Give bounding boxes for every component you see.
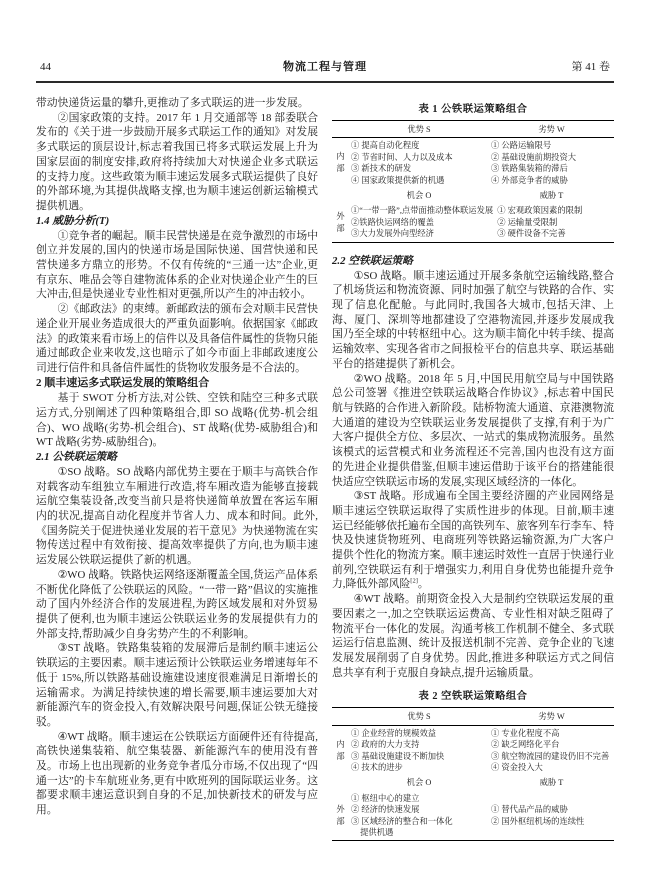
table-2-threat-header: 威胁 T xyxy=(539,778,564,788)
table-2-caption: 表 2 空铁联运策略组合 xyxy=(418,691,528,703)
table-item: ③大力发展外向型经济 xyxy=(351,229,434,239)
table-item: ② 经济的快速发展 xyxy=(351,805,420,815)
table-item: ③ 铁路集装箱的滞后 xyxy=(491,164,568,174)
table-1-strength-list xyxy=(349,140,489,186)
paragraph-air-rail-wt: ④WT 战略。前期资金投入大是制约空铁联运发展的重要因素之一,加之空铁联运运费高、专业性相对缺乏阻碍了物流平台一体化的发展。沟通考核工作机制不健全、多式联运运行信息监测、统计及报送机制不完善、竞争企业的飞速发展发展削弱了自身优势。因此,推进多种联运方式之间信息共享有利于克服自身缺点,提升运输质量。 xyxy=(332,593,614,679)
table-item: ② 节省时间、人力以及成本 xyxy=(351,152,453,162)
table-item: ① 宏观政策因素的限制 xyxy=(497,206,583,216)
table-item: ④ 技术的进步 xyxy=(351,762,403,772)
paragraph-road-rail-so: ①SO 战略。SO 战略内部优势主要在于顺丰与高铁合作对载客动车组独立车厢进行改造,将车厢改造为能够直接载运航空集装设备,改变当前只是将快递简单放置在客运车厢内的状况,提高自动化程度并节省人力、成本和时间。此外,《国务院关于促进快递业发展的若干意见》为快递物流在实物传送过程中有效衔接、提高效率提供了方向,也为顺丰速运发展公铁联运提供了新的机遇。 xyxy=(36,465,318,567)
volume-label: 第 41 卷 xyxy=(571,61,610,73)
table-2-strength-list xyxy=(349,728,489,774)
table-item: ③ 区域经济的整合和一体化 xyxy=(351,816,453,826)
table-1-opportunity-header: 机会 O xyxy=(406,191,432,201)
table-2-weakness-header: 劣势 W xyxy=(538,711,565,721)
table-1-header-row xyxy=(332,121,614,138)
paragraph-competitors: ①竞争者的崛起。顺丰民营快递是在竞争激烈的市场中创立并发展的,国内的快递市场是国际快递、国营快递和民营快递多方鼎立的形势。不仅有传统的“三通一达”企业,更有京东、唯品会等自建物流体系的企业对快递企业产生的巨大冲击,但是快递业专业性相对更强,所以产生的冲击较小。 xyxy=(36,229,318,301)
table-item: ①“一带一路”,点带面推动整体联运发展 xyxy=(351,206,494,216)
heading-1-4-threat-analysis: 1.4 威胁分析(T) xyxy=(36,214,110,227)
table-item: ③ 新技术的研发 xyxy=(351,164,412,174)
table-2-threat-list xyxy=(489,793,614,839)
table-item: ① 专业化程度不高 xyxy=(491,728,560,738)
citation-marker: [2] xyxy=(410,577,418,585)
left-column xyxy=(36,96,318,847)
table-1-external-section xyxy=(332,203,614,241)
table-item: ① 企业经营的规模效益 xyxy=(351,728,437,738)
heading-2-1-road-rail-strategy: 2.1 公铁联运策略 xyxy=(36,450,117,463)
table-item: ④ 外部竞争者的威胁 xyxy=(491,175,568,185)
table-1-strength-header: 优势 S xyxy=(407,124,431,134)
table-item: ③ 硬件设备不完善 xyxy=(497,229,566,239)
table-item: ④ 资金投入大 xyxy=(491,762,543,772)
table-item: ② 运输量受限制 xyxy=(497,217,558,227)
heading-2-strategy-combination: 2 顺丰速运多式联运发展的策略组合 xyxy=(36,376,210,389)
table-item: ① 替代品产品的威胁 xyxy=(491,805,568,815)
table-item-continuation: 提供机遇 xyxy=(360,828,394,837)
table-1-internal-section xyxy=(332,138,614,188)
table-1-internal-label: 内部 xyxy=(336,152,345,174)
table-2-air-rail-swot xyxy=(332,707,614,841)
table-2-empty-cell xyxy=(332,775,349,790)
paragraph-road-rail-wo: ②WO 战略。铁路快运网络逐渐覆盖全国,货运产品体系不断优化降低了公铁联运的风险。“一带一路”倡议的实施推动了国内外经济合作的发展进程,为跨区域发展和对外贸易提供了便利,也为顺丰速运公铁联运业务的发展提供有力的外部支持,帮助减少自身劣势产生的不利影响。 xyxy=(36,568,318,640)
paragraph-national-policy: ②国家政策的支持。2017 年 1 月交通部等 18 部委联合发布的《关于进一步鼓励开展多式联运工作的通知》对发展多式联运的顶层设计,标志着我国已将多式联运发展上升为国家层面的制度安排,政府将持续加大对快递企业多式联运的支持力度。这些政策为顺丰速运发展多式联运提供了良好的外部环境,为其提供战略支撑,也为顺丰速运创新运输模式提供机遇。 xyxy=(36,111,318,212)
table-1-external-label: 外部 xyxy=(336,211,345,233)
table-item: ① 公路运输限号 xyxy=(491,141,552,151)
paragraph-road-rail-st: ③ST 战略。铁路集装箱的发展滞后是制约顺丰速运公铁联运的主要因素。顺丰速运预计公铁联运业务增速每年不低于 15%,所以铁路基础设施建设速度很难满足日渐增长的运输需求。为满足持续快速的增长需要,顺丰速运要加大对新能源汽车的资金投入,有效解决限号问题,保证公铁无缝接驳。 xyxy=(36,642,318,728)
table-2-weakness-list xyxy=(489,728,614,774)
journal-title: 物流工程与管理 xyxy=(283,61,367,73)
table-item: ② 基础设施前期投资大 xyxy=(491,152,577,162)
table-item: ③ 航空物流园的建设仍旧不完善 xyxy=(491,751,610,761)
right-column xyxy=(332,96,614,847)
table-2-corner-cell xyxy=(332,708,349,724)
table-2-strength-header: 优势 S xyxy=(407,711,431,721)
table-2-external-section xyxy=(332,791,614,841)
table-1-weakness-header: 劣势 W xyxy=(538,124,565,134)
two-column-body xyxy=(36,96,614,847)
table-item: ③ 基础设施建设不断加快 xyxy=(351,751,445,761)
table-1-road-rail-swot xyxy=(332,120,614,243)
table-item: ②铁路快运网络的覆盖 xyxy=(351,217,434,227)
table-1-threat-list xyxy=(495,205,614,239)
paragraph-swot-intro: 基于 SWOT 分析方法,对公铁、空铁和陆空三种多式联运方式,分别阐述了四种策略组合,即 SO 战略(优势-机会组合)、WO 战略(劣势-机会组合)、ST 战略(优势-威胁组合)和 WT 战略(劣势-威胁组合)。 xyxy=(36,392,318,449)
table-1-ot-header-row xyxy=(332,188,614,203)
table-2-external-label: 外部 xyxy=(336,804,345,826)
table-2-header-row xyxy=(332,708,614,725)
paragraph-continuation: 带动快递货运量的攀升,更推动了多式联运的进一步发展。 xyxy=(36,97,309,109)
table-2-ot-header-row xyxy=(332,775,614,790)
table-2-internal-section xyxy=(332,726,614,776)
heading-2-2-air-rail-strategy: 2.2 空铁联运策略 xyxy=(332,254,413,267)
table-1-threat-header: 威胁 T xyxy=(539,191,564,201)
table-item: ④ 国家政策提供新的机遇 xyxy=(351,175,445,185)
table-1-caption: 表 1 公铁联运策略组合 xyxy=(418,104,528,115)
table-1-empty-cell xyxy=(332,188,349,203)
table-item: ② 政府的大力支持 xyxy=(351,740,420,750)
table-2-opportunity-header: 机会 O xyxy=(406,778,432,788)
table-item: ② 国外枢纽机场的连续性 xyxy=(491,816,585,826)
paragraph-air-rail-wo: ②WO 战略。2018 年 5 月,中国民用航空局与中国铁路总公司签署《推进空铁联运战略合作协议》,标志着中国民航与铁路的合作进入新阶段。陆桥物流大通道、京港澳物流大通道的建设为空铁联运业务发展提供了支撑,有利于为广大客户提供全方位、多层次、一站式的集成物流服务。虽然该模式的运营模式和业务流程还不完善,国内也没有这方面的先进企业提供借鉴,但顺丰速运借助于该平台的搭建能很快适应空铁联运市场的发展,实现区域经济的一体化。 xyxy=(332,372,614,488)
table-item: ① 提高自动化程度 xyxy=(351,141,420,151)
table-1-weakness-list xyxy=(489,140,614,186)
page-header xyxy=(36,58,614,83)
table-item: ① 枢纽中心的建立 xyxy=(351,793,420,803)
paragraph-postal-law: ②《邮政法》的束缚。新邮政法的颁布会对顺丰民营快递企业开展业务造成很大的严重负面影响。依据国家《邮政法》的政策来看市场上的信件以及具备信件属性的货物只能通过邮政企业来收发,这也暗示了如今市面上非邮政速度公司进行信件和具备信件属性的货物收发服务是不合法的。 xyxy=(36,303,318,374)
table-2-internal-label: 内部 xyxy=(336,739,345,761)
table-2-opportunity-list xyxy=(349,793,489,839)
paragraph-air-rail-st: ③ST 战略。形成遍布全国主要经济圈的产业园网络是顺丰速运空铁联运取得了实质性进步的体现。目前,顺丰速运已经能够依托遍布全国的高铁列车、旅客列车行李车、特快及快速货物班列、电商班列等铁路运输资源,为广大客户提供个性化的物流方案。顺丰速运时效性一直居于快递行业前列,空铁联运有利于增强实力,利用自身优势也能提升竞争力,降低外部风险[2]。 xyxy=(332,490,614,591)
table-1-corner-cell xyxy=(332,121,349,137)
page-number: 44 xyxy=(40,61,51,73)
table-1-opportunity-list xyxy=(349,205,495,239)
paragraph-air-rail-so: ①SO 战略。顺丰速运通过开展多条航空运输线路,整合了机场货运和物流资源、同时加强了航空与铁路的合作、实现了信息化配舱。与此同时,我国各大城市,包括天津、上海、厦门、深圳等地都建设了空港物流园,并逐步发展成我国乃至全球的中转枢纽中心。这为顺丰简化中转手续、提高运输效率、实现各省市之间报检平台的信息共享、联运基础平台的搭建提供了新机会。 xyxy=(332,269,614,370)
table-item: ② 缺乏网络化平台 xyxy=(491,740,560,750)
paragraph-road-rail-wt: ④WT 战略。顺丰速运在公铁联运方面硬件还有待提高,高铁快递集装箱、航空集装器、新能源汽车的使用没有普及。市场上也出现新的业务竞争者瓜分市场,不仅出现了“四通一达”的卡车航班业务,更有中欧班列的国际联运业务。这都要求顺丰速运意识到自身的不足,加快新技术的研发与应用。 xyxy=(36,730,318,817)
